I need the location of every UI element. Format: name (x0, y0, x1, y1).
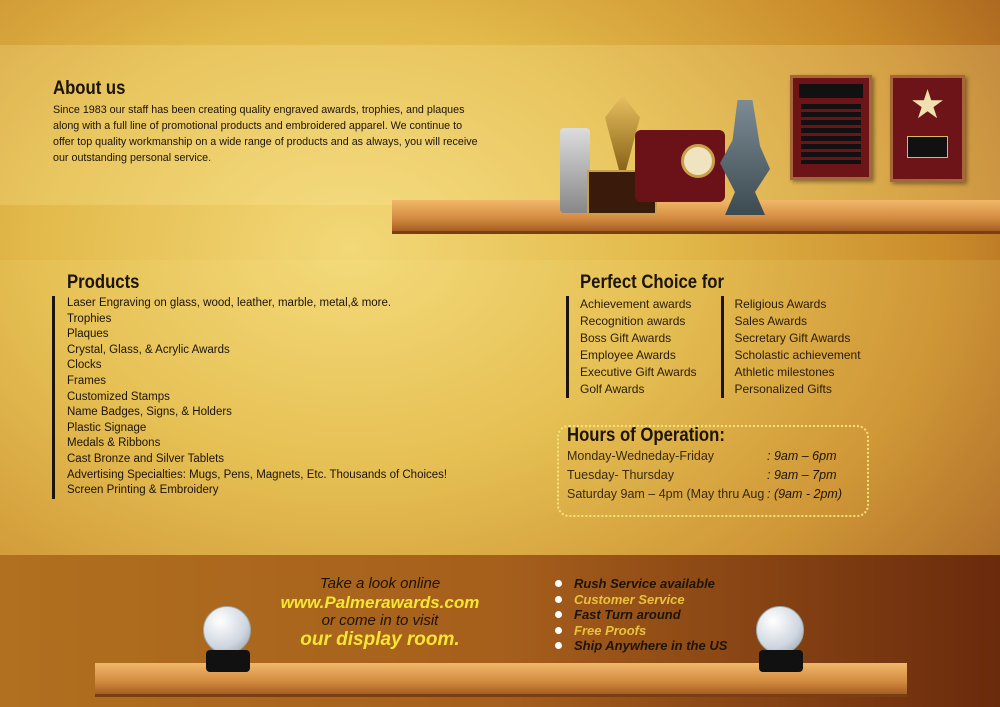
product-item: Medals & Ribbons (67, 437, 161, 450)
hours-title: Hours of Operation: (567, 425, 725, 446)
choice-item: Sales Awards (734, 314, 807, 328)
top-shelf (392, 200, 1000, 234)
product-item: Clocks (67, 359, 102, 372)
choice-column-1 (566, 296, 697, 398)
about-title: About us (53, 78, 126, 99)
products-section (52, 272, 447, 499)
hours-time: : 9am – 7pm (767, 468, 837, 482)
product-item: Customized Stamps (67, 390, 170, 403)
product-item: Screen Printing & Embroidery (67, 484, 219, 497)
feature-item (555, 576, 727, 592)
products-title: Products (67, 272, 140, 293)
choice-item: Executive Gift Awards (580, 365, 697, 379)
hours-row (567, 485, 867, 504)
choice-item: Achievement awards (580, 297, 692, 311)
perpetual-plaque-image (790, 75, 872, 180)
choice-item: Personalized Gifts (734, 382, 832, 396)
website-link[interactable]: www.Palmerawards.com (280, 593, 480, 612)
feature-text: Ship Anywhere in the US (574, 638, 728, 653)
snow-globe-right-image (756, 606, 806, 678)
product-item: Plaques (67, 328, 109, 341)
bullet-icon (555, 580, 562, 587)
feature-item (555, 638, 727, 654)
product-item: Plastic Signage (67, 421, 147, 434)
about-section (53, 78, 483, 166)
stamp-image (560, 128, 590, 213)
product-item: Laser Engraving on glass, wood, leather, marble, metal,& more. (67, 297, 392, 309)
promo-block (255, 575, 505, 649)
feature-item (555, 592, 727, 608)
bullet-icon (555, 627, 562, 634)
product-item: Cast Bronze and Silver Tablets (67, 452, 225, 465)
feature-text: Fast Turn around (574, 607, 681, 622)
hours-day: Saturday 9am – 4pm (May thru Aug (567, 487, 765, 501)
bullet-icon (555, 642, 562, 649)
feature-text: Free Proofs (574, 622, 647, 638)
promo-line-1: Take a look online (319, 575, 441, 592)
promo-line-3: our display room. (300, 629, 460, 650)
product-item: Frames (67, 374, 106, 387)
hours-day: Monday-Wedneday-Friday (567, 449, 715, 463)
about-text: Since 1983 our staff has been creating quality engraved awards, trophies, and plaques along with a full line of promotional products and embroidered apparel. We continue to offer top quality workmanship on a wide range of products and as always, you will receive our outstanding personal service. (53, 104, 478, 164)
hours-row (567, 447, 867, 466)
hours-section (557, 425, 869, 517)
product-item: Advertising Specialties: Mugs, Pens, Magnets, Etc. Thousands of Choices! (67, 468, 448, 481)
hours-time: : (9am - 2pm) (767, 487, 843, 501)
choice-item: Recognition awards (580, 314, 686, 328)
choice-column-2 (721, 296, 861, 398)
hours-day: Tuesday- Thursday (567, 468, 674, 482)
feature-text: Customer Service (574, 591, 685, 607)
choice-item: Religious Awards (734, 297, 827, 311)
feature-item (555, 607, 727, 623)
hours-row (567, 466, 867, 485)
features-list (555, 576, 727, 654)
products-list (52, 296, 447, 499)
choice-item: Scholastic achievement (734, 348, 861, 362)
feature-text: Rush Service available (574, 576, 715, 591)
product-item: Crystal, Glass, & Acrylic Awards (67, 343, 230, 356)
product-item: Name Badges, Signs, & Holders (67, 406, 232, 419)
promo-line-2: or come in to visit (321, 612, 439, 629)
choice-item: Secretary Gift Awards (734, 331, 851, 345)
bullet-icon (555, 596, 562, 603)
snow-globe-left-image (203, 606, 253, 678)
star-plaque-image: ★ (890, 75, 965, 182)
product-item: Trophies (67, 312, 112, 325)
clock-award-image (635, 130, 725, 202)
perfect-choice-section (566, 272, 885, 398)
choice-item: Boss Gift Awards (580, 331, 672, 345)
choice-item: Athletic milestones (734, 365, 835, 379)
bullet-icon (555, 611, 562, 618)
perfect-choice-title: Perfect Choice for (580, 272, 725, 293)
choice-item: Golf Awards (580, 382, 645, 396)
choice-item: Employee Awards (580, 348, 676, 362)
feature-item (555, 623, 727, 639)
hours-time: : 9am – 6pm (767, 449, 837, 463)
